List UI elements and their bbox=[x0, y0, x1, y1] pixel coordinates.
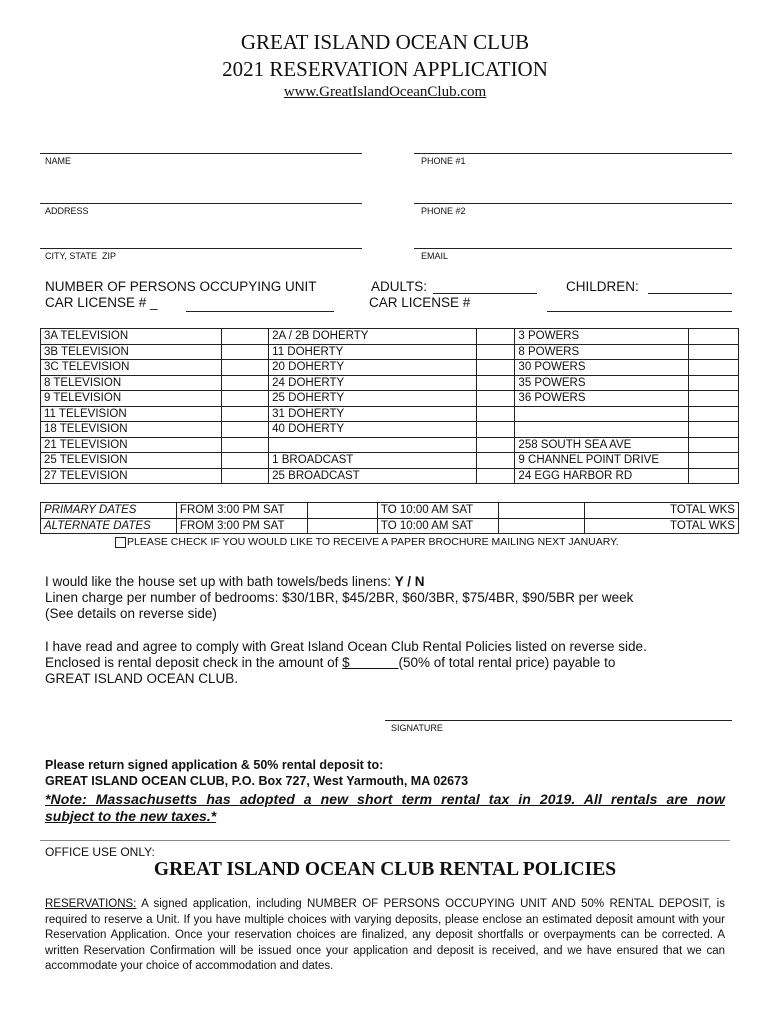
unit-name-cell: 25 DOHERTY bbox=[269, 391, 477, 407]
unit-name-cell: 2A / 2B DOHERTY bbox=[269, 329, 477, 345]
tax-note-line1: *Note: Massachusetts has adopted a new short term rental tax in 2019. All rentals are now bbox=[45, 791, 725, 807]
adults-label: ADULTS: bbox=[371, 279, 428, 294]
unit-row bbox=[41, 422, 739, 438]
adults-field[interactable] bbox=[433, 293, 537, 294]
signature-field[interactable] bbox=[385, 720, 732, 721]
dates-from-input[interactable] bbox=[307, 503, 377, 519]
unit-choice-cell[interactable] bbox=[689, 344, 739, 360]
unit-name-cell: 36 POWERS bbox=[515, 391, 689, 407]
city-state-zip-field[interactable] bbox=[40, 248, 362, 249]
name-label: NAME bbox=[45, 156, 72, 166]
address-label: ADDRESS bbox=[45, 206, 89, 216]
unit-choice-cell[interactable] bbox=[477, 391, 515, 407]
unit-row bbox=[41, 437, 739, 453]
dates-to-cell: TO 10:00 AM SAT bbox=[377, 518, 498, 534]
unit-choice-cell[interactable] bbox=[222, 391, 269, 407]
unit-choice-cell[interactable] bbox=[477, 344, 515, 360]
unit-row bbox=[41, 375, 739, 391]
agreement-line1: I have read and agree to comply with Great Island Ocean Club Rental Policies listed on reverse side. bbox=[45, 639, 647, 654]
return-line2: GREAT ISLAND OCEAN CLUB, P.O. Box 727, West Yarmouth, MA 02673 bbox=[45, 774, 469, 788]
unit-choice-cell[interactable] bbox=[477, 422, 515, 438]
phone1-label: PHONE #1 bbox=[421, 156, 466, 166]
unit-choice-cell[interactable] bbox=[689, 453, 739, 469]
unit-choice-cell[interactable] bbox=[222, 375, 269, 391]
unit-choice-cell[interactable] bbox=[477, 406, 515, 422]
reservations-policy bbox=[45, 897, 725, 975]
policies-title: GREAT ISLAND OCEAN CLUB RENTAL POLICIES bbox=[153, 859, 617, 880]
dates-label-cell: ALTERNATE DATES bbox=[41, 518, 177, 534]
unit-row bbox=[41, 453, 739, 469]
unit-name-cell: 9 TELEVISION bbox=[41, 391, 222, 407]
dates-to-input[interactable] bbox=[498, 518, 584, 534]
unit-choice-cell[interactable] bbox=[222, 422, 269, 438]
dates-to-input[interactable] bbox=[498, 503, 584, 519]
unit-choice-cell[interactable] bbox=[689, 468, 739, 484]
unit-row bbox=[41, 406, 739, 422]
agreement-line2 bbox=[45, 655, 615, 671]
page-subtitle: 2021 RESERVATION APPLICATION bbox=[222, 57, 548, 81]
unit-choice-cell[interactable] bbox=[477, 437, 515, 453]
agreement-line2-suffix: (50% of total rental price) payable to bbox=[398, 655, 616, 670]
unit-choice-cell[interactable] bbox=[222, 406, 269, 422]
unit-choice-cell[interactable] bbox=[689, 391, 739, 407]
linens-options[interactable]: Y / N bbox=[394, 574, 425, 589]
address-field[interactable] bbox=[40, 203, 362, 204]
unit-name-cell: 258 SOUTH SEA AVE bbox=[515, 437, 689, 453]
unit-name-cell: 21 TELEVISION bbox=[41, 437, 222, 453]
unit-name-cell bbox=[515, 422, 689, 438]
car-license1-field[interactable] bbox=[186, 311, 334, 312]
car-license2-field[interactable] bbox=[547, 311, 732, 312]
dates-from-input[interactable] bbox=[307, 518, 377, 534]
dates-to-cell: TO 10:00 AM SAT bbox=[377, 503, 498, 519]
phone2-field[interactable] bbox=[414, 203, 732, 204]
phone2-label: PHONE #2 bbox=[421, 206, 466, 216]
unit-name-cell: 30 POWERS bbox=[515, 360, 689, 376]
children-field[interactable] bbox=[648, 293, 732, 294]
linens-pricing: Linen charge per number of bedrooms: $30/1BR, $45/2BR, $60/3BR, $75/4BR, $90/5BR per week bbox=[45, 590, 634, 605]
unit-choice-cell[interactable] bbox=[689, 437, 739, 453]
unit-row bbox=[41, 329, 739, 345]
phone1-field[interactable] bbox=[414, 153, 732, 154]
email-field[interactable] bbox=[414, 248, 732, 249]
unit-row bbox=[41, 344, 739, 360]
dates-total-cell: TOTAL WKS bbox=[585, 503, 739, 519]
unit-choice-cell[interactable] bbox=[689, 375, 739, 391]
persons-label: NUMBER OF PERSONS OCCUPYING UNIT bbox=[45, 279, 317, 294]
linens-details: (See details on reverse side) bbox=[45, 606, 217, 621]
unit-choice-cell[interactable] bbox=[222, 468, 269, 484]
dates-total-cell: TOTAL WKS bbox=[585, 518, 739, 534]
unit-choice-cell[interactable] bbox=[689, 406, 739, 422]
unit-name-cell: 35 POWERS bbox=[515, 375, 689, 391]
divider bbox=[40, 840, 730, 841]
unit-choice-cell[interactable] bbox=[477, 453, 515, 469]
dates-row bbox=[41, 503, 739, 519]
units-table bbox=[40, 328, 739, 484]
unit-name-cell: 40 DOHERTY bbox=[269, 422, 477, 438]
return-line1: Please return signed application & 50% rental deposit to: bbox=[45, 758, 384, 772]
unit-name-cell: 31 DOHERTY bbox=[269, 406, 477, 422]
unit-row bbox=[41, 391, 739, 407]
linens-question-text: I would like the house set up with bath towels/beds linens: bbox=[45, 574, 391, 589]
unit-choice-cell[interactable] bbox=[222, 344, 269, 360]
office-use-label: OFFICE USE ONLY: bbox=[45, 845, 155, 859]
page-title: GREAT ISLAND OCEAN CLUB bbox=[240, 30, 530, 54]
unit-name-cell: 25 BROADCAST bbox=[269, 468, 477, 484]
unit-choice-cell[interactable] bbox=[477, 468, 515, 484]
unit-name-cell: 20 DOHERTY bbox=[269, 360, 477, 376]
city-state-zip-label: CITY, STATE ZIP bbox=[45, 251, 117, 261]
unit-choice-cell[interactable] bbox=[477, 375, 515, 391]
email-label: EMAIL bbox=[421, 251, 449, 261]
unit-name-cell: 1 BROADCAST bbox=[269, 453, 477, 469]
unit-name-cell: 11 TELEVISION bbox=[41, 406, 222, 422]
brochure-checkbox[interactable] bbox=[115, 537, 126, 548]
website-link[interactable]: www.GreatIslandOceanClub.com bbox=[283, 84, 487, 100]
unit-name-cell: 24 EGG HARBOR RD bbox=[515, 468, 689, 484]
unit-choice-cell[interactable] bbox=[689, 422, 739, 438]
unit-name-cell: 8 TELEVISION bbox=[41, 375, 222, 391]
unit-choice-cell[interactable] bbox=[477, 360, 515, 376]
tax-note-line2: subject to the new taxes.* bbox=[45, 808, 217, 824]
agreement-line3: GREAT ISLAND OCEAN CLUB. bbox=[45, 671, 239, 686]
signature-label: SIGNATURE bbox=[391, 723, 443, 733]
unit-name-cell: 27 TELEVISION bbox=[41, 468, 222, 484]
unit-name-cell: 24 DOHERTY bbox=[269, 375, 477, 391]
dates-from-cell: FROM 3:00 PM SAT bbox=[176, 503, 307, 519]
unit-name-cell bbox=[269, 437, 477, 453]
unit-choice-cell[interactable] bbox=[477, 329, 515, 345]
agreement-line2-prefix: Enclosed is rental deposit check in the amount of bbox=[45, 655, 343, 670]
unit-choice-cell[interactable] bbox=[689, 360, 739, 376]
linens-question bbox=[45, 574, 425, 590]
unit-name-cell: 3B TELEVISION bbox=[41, 344, 222, 360]
unit-name-cell: 3C TELEVISION bbox=[41, 360, 222, 376]
unit-name-cell: 18 TELEVISION bbox=[41, 422, 222, 438]
car-license2-label: CAR LICENSE # bbox=[369, 295, 471, 310]
unit-choice-cell[interactable] bbox=[689, 329, 739, 345]
unit-name-cell: 8 POWERS bbox=[515, 344, 689, 360]
dates-row bbox=[41, 518, 739, 534]
reservations-text: A signed application, including NUMBER OF PERSONS OCCUPYING UNIT AND 50% RENTAL DEPOSIT, is required to reserve a Unit. If you have multiple choices with varying deposits, please enclose an estimated deposit amount with your Reservation Application. Once your reservation choices are finalized, any deposit shortfalls or overpayments can be corrected. A written Reservation Confirmation will be issued once your application and deposit is received, and we have ensured that we can accommodate your choice of accommodation and dates. bbox=[45, 898, 725, 972]
unit-choice-cell[interactable] bbox=[222, 329, 269, 345]
name-field[interactable] bbox=[40, 153, 362, 154]
children-label: CHILDREN: bbox=[566, 279, 639, 294]
dates-table bbox=[40, 502, 739, 534]
dates-label-cell: PRIMARY DATES bbox=[41, 503, 177, 519]
unit-name-cell: 25 TELEVISION bbox=[41, 453, 222, 469]
brochure-checkbox-label: PLEASE CHECK IF YOU WOULD LIKE TO RECEIVE A PAPER BROCHURE MAILING NEXT JANUARY. bbox=[127, 536, 619, 548]
unit-choice-cell[interactable] bbox=[222, 437, 269, 453]
unit-name-cell: 11 DOHERTY bbox=[269, 344, 477, 360]
unit-name-cell bbox=[515, 406, 689, 422]
unit-name-cell: 9 CHANNEL POINT DRIVE bbox=[515, 453, 689, 469]
dates-from-cell: FROM 3:00 PM SAT bbox=[176, 518, 307, 534]
unit-row bbox=[41, 360, 739, 376]
deposit-amount-field[interactable]: $ bbox=[342, 655, 399, 670]
unit-choice-cell[interactable] bbox=[222, 453, 269, 469]
unit-name-cell: 3A TELEVISION bbox=[41, 329, 222, 345]
car-license1-label: CAR LICENSE # _ bbox=[45, 295, 158, 310]
reservations-heading: RESERVATIONS: bbox=[45, 898, 137, 910]
unit-choice-cell[interactable] bbox=[222, 360, 269, 376]
unit-row bbox=[41, 468, 739, 484]
unit-name-cell: 3 POWERS bbox=[515, 329, 689, 345]
